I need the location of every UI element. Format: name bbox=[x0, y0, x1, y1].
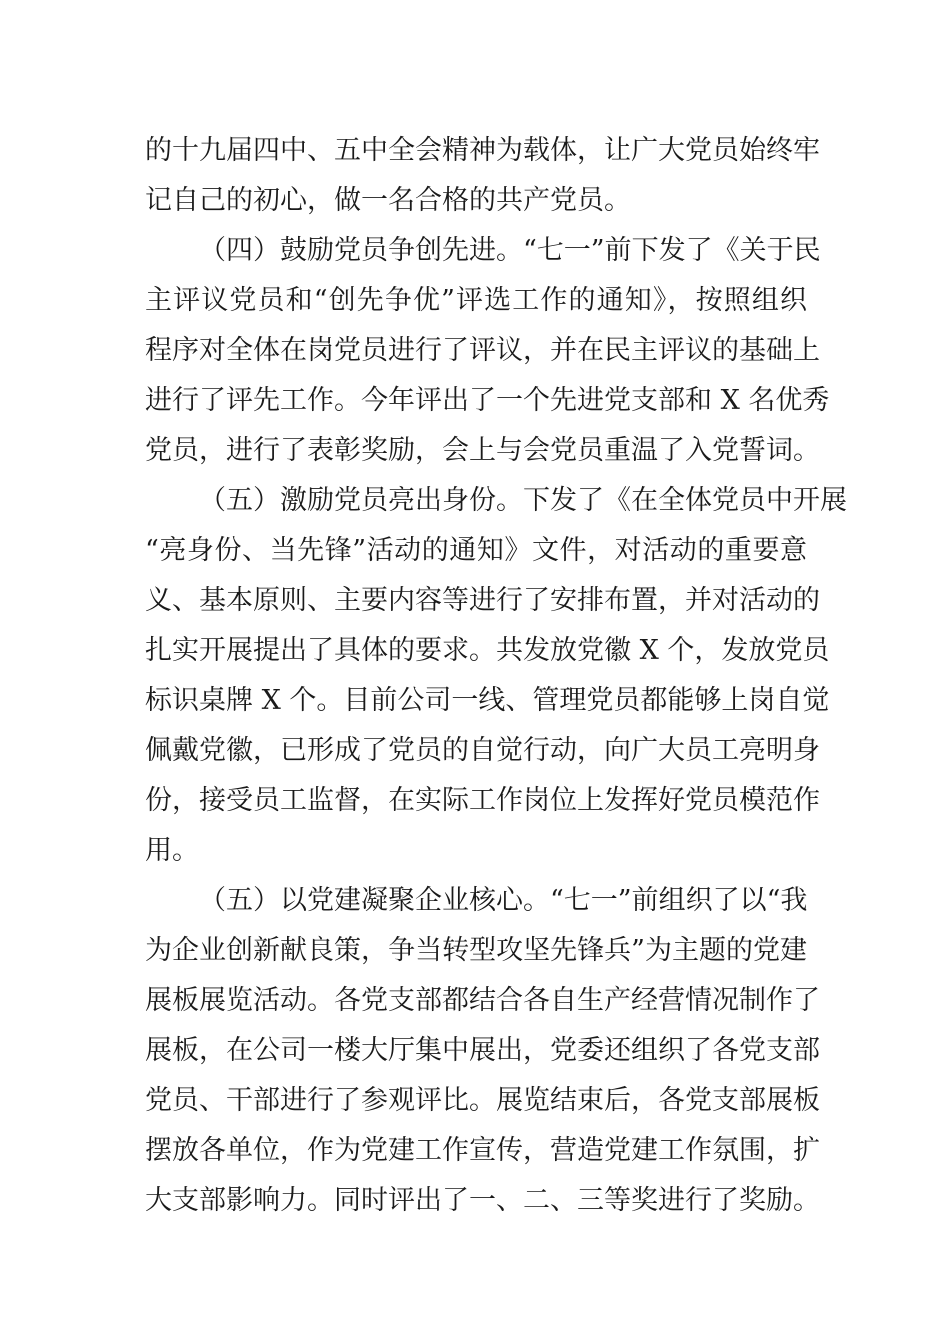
text-line: 大支部影响力。同时评出了一、二、三等奖进行了奖励。 bbox=[145, 1185, 820, 1216]
paragraph-first-line: （五）激励党员亮出身份。下发了《在全体党员中开展 bbox=[199, 485, 847, 516]
text-line: 的十九届四中、五中全会精神为载体，让广大党员始终牢 bbox=[145, 135, 820, 166]
text-line: 程序对全体在岗党员进行了评议，并在民主评议的基础上 bbox=[145, 335, 820, 366]
text-line: 用。 bbox=[145, 835, 199, 866]
paragraph-first-line: （五）以党建凝聚企业核心。“七一”前组织了以“我 bbox=[199, 885, 808, 916]
text-line: 标识桌牌 X 个。目前公司一线、管理党员都能够上岗自觉 bbox=[145, 685, 830, 716]
text-line: 义、基本原则、主要内容等进行了安排布置，并对活动的 bbox=[145, 585, 820, 616]
document-body bbox=[145, 126, 847, 1226]
text-line: 党员，进行了表彰奖励，会上与会党员重温了入党誓词。 bbox=[145, 435, 820, 466]
text-line: 记自己的初心，做一名合格的共产党员。 bbox=[145, 185, 631, 216]
text-line: 展板，在公司一楼大厅集中展出，党委还组织了各党支部 bbox=[145, 1035, 820, 1066]
text-line: 党员、干部进行了参观评比。展览结束后，各党支部展板 bbox=[145, 1085, 820, 1116]
text-line: 佩戴党徽，已形成了党员的自觉行动，向广大员工亮明身 bbox=[145, 735, 820, 766]
text-line: 为企业创新献良策，争当转型攻坚先锋兵”为主题的党建 bbox=[145, 935, 807, 966]
text-line: 主评议党员和“创先争优”评选工作的通知》，按照组织 bbox=[145, 285, 807, 316]
text-line: 摆放各单位，作为党建工作宣传，营造党建工作氛围，扩 bbox=[145, 1135, 820, 1166]
text-line: 份，接受员工监督，在实际工作岗位上发挥好党员模范作 bbox=[145, 785, 820, 816]
text-line: 进行了评先工作。今年评出了一个先进党支部和 X 名优秀 bbox=[145, 385, 830, 416]
paragraph-first-line: （四）鼓励党员争创先进。“七一”前下发了《关于民 bbox=[199, 235, 821, 266]
text-line: 扎实开展提出了具体的要求。共发放党徽 X 个，发放党员 bbox=[145, 635, 830, 666]
text-line: 展板展览活动。各党支部都结合各自生产经营情况制作了 bbox=[145, 985, 820, 1016]
text-line: “亮身份、当先锋”活动的通知》文件，对活动的重要意 bbox=[145, 535, 807, 566]
